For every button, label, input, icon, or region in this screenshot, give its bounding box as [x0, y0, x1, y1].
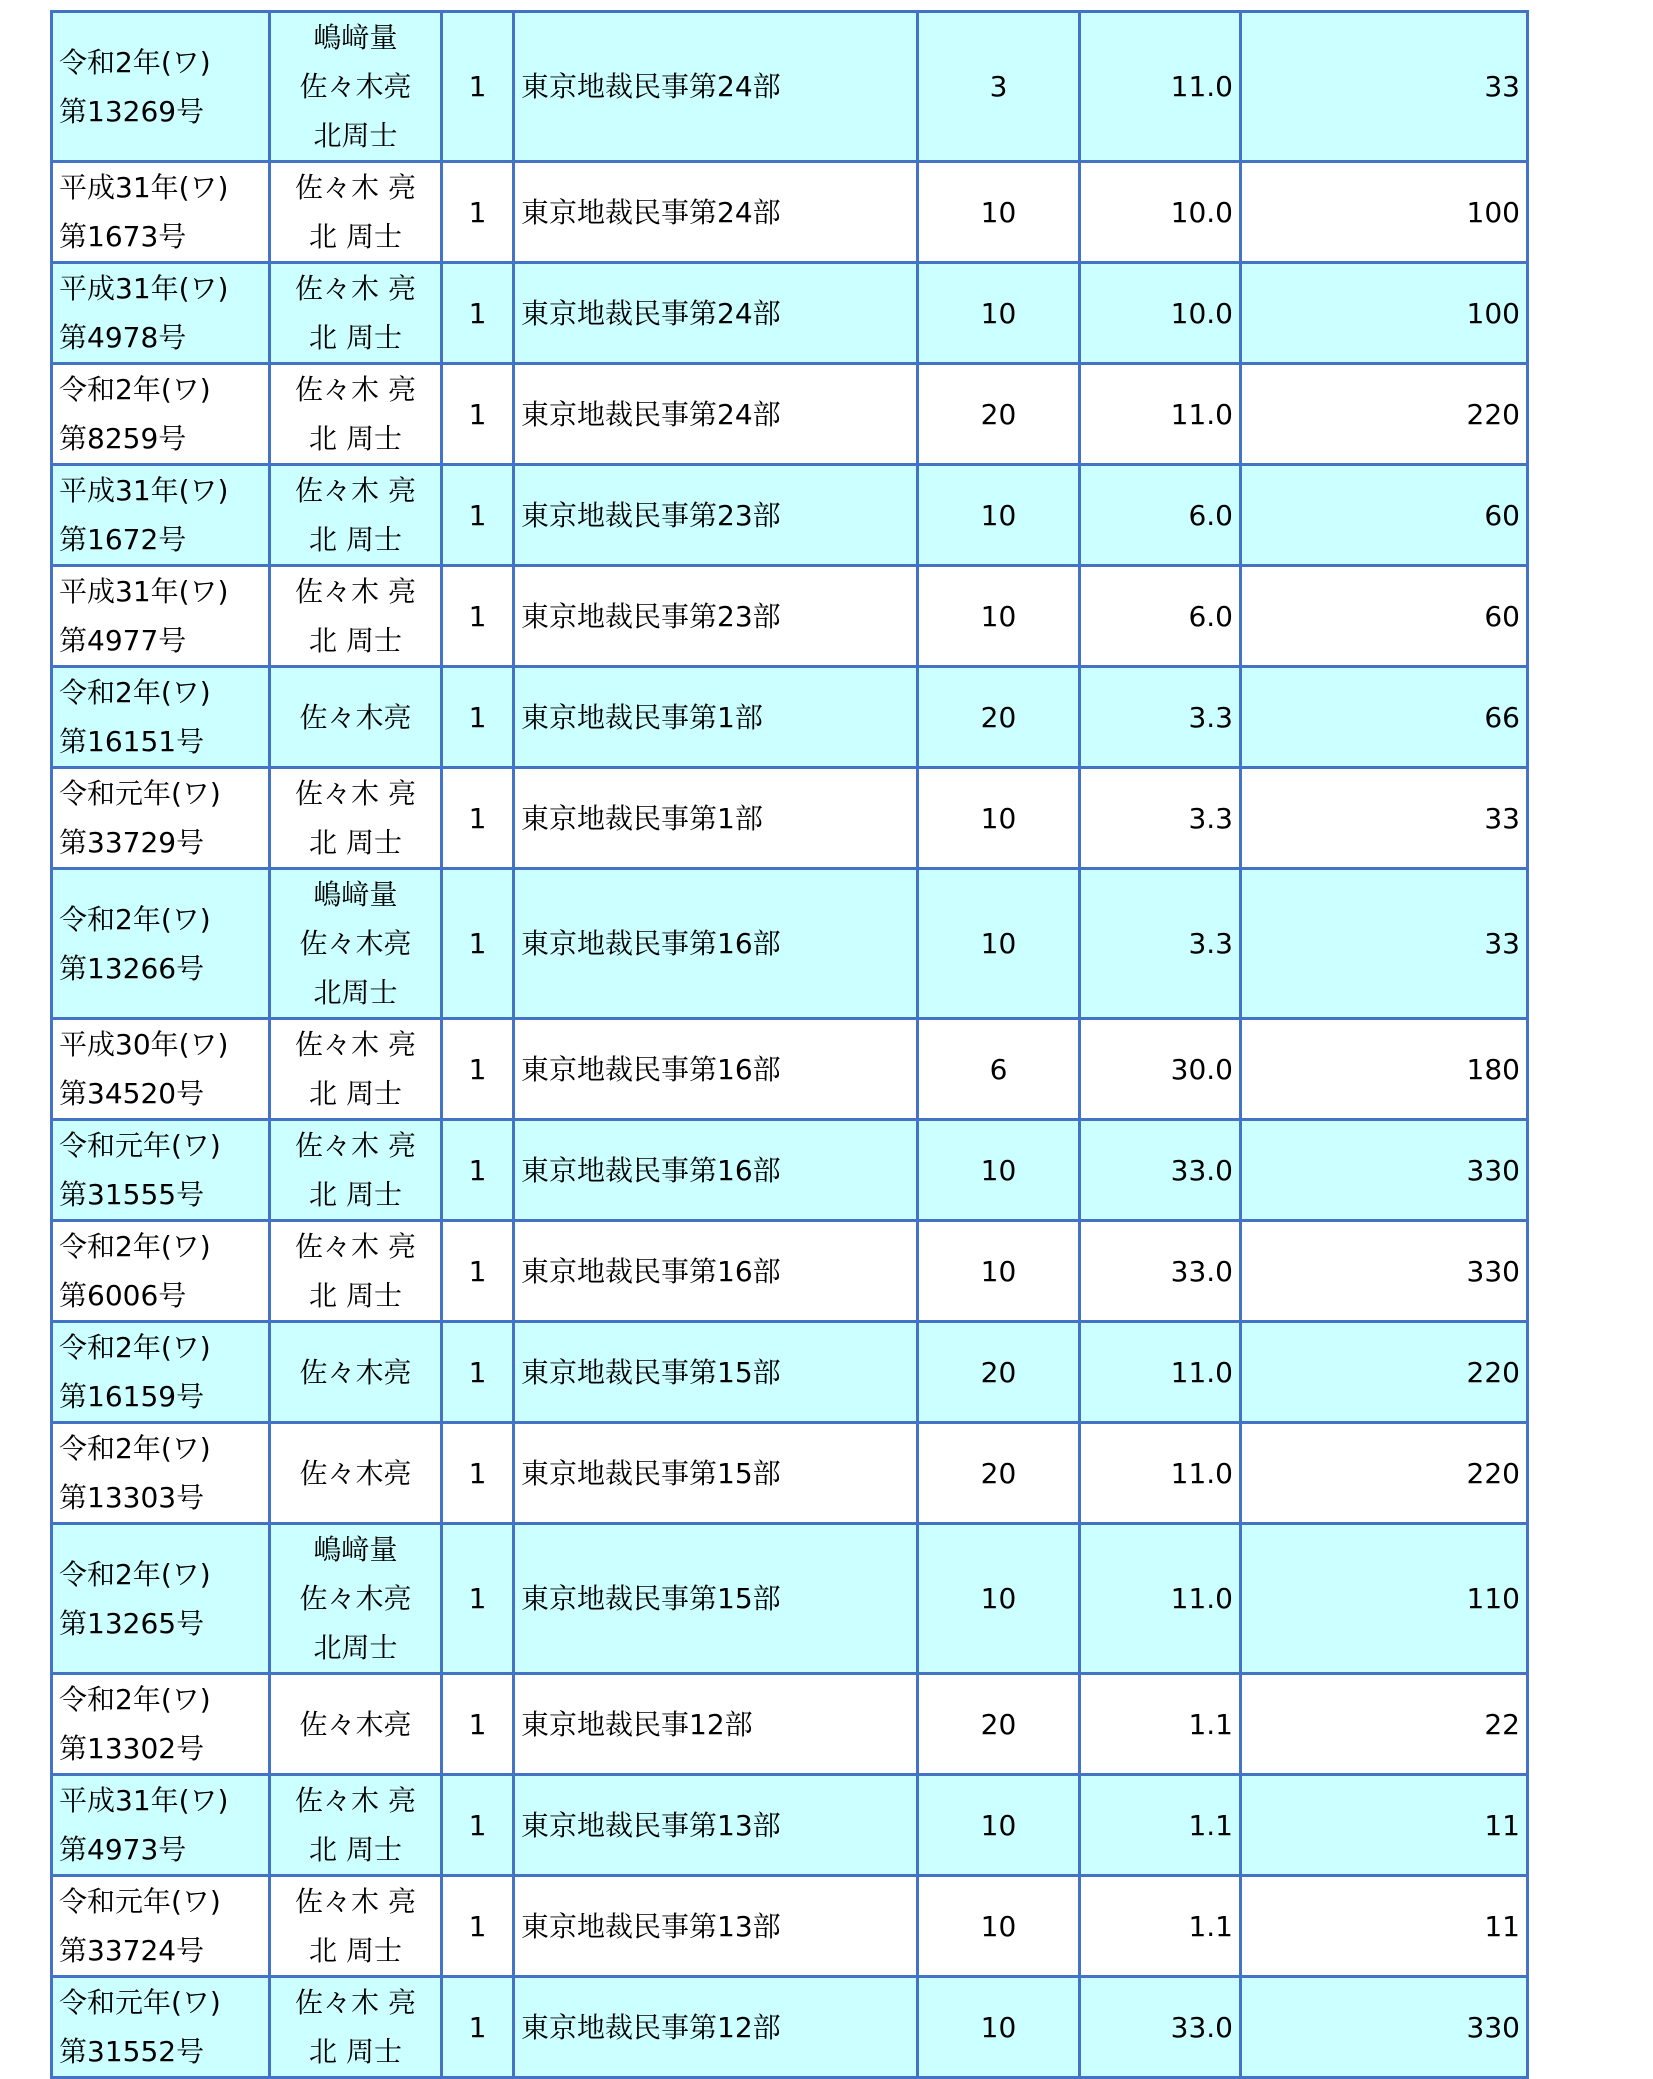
counsel-cell: [270, 566, 442, 667]
case-number-cell-line: 第4973号: [59, 1833, 187, 1866]
case-number-cell-line: 第8259号: [59, 422, 187, 455]
case-number-cell-line: 第13269号: [59, 94, 205, 128]
total-cell: 66: [1241, 667, 1528, 768]
total-cell: 220: [1241, 1423, 1528, 1524]
case-number-cell-line: 第4977号: [59, 624, 187, 657]
number-cell: 1: [442, 768, 514, 869]
number-cell: 1: [442, 465, 514, 566]
counsel-cell: [270, 869, 442, 1019]
court-cell: 東京地裁民事第24部: [514, 12, 918, 162]
total-cell: 11: [1241, 1876, 1528, 1977]
table-row: [52, 1674, 1528, 1775]
counsel-cell-line: 佐々木 亮: [295, 1784, 416, 1817]
number-cell: 1: [442, 869, 514, 1019]
counsel-cell-line: 北 周士: [309, 826, 402, 859]
total-cell: 220: [1241, 1322, 1528, 1423]
case-number-cell-line: 第13303号: [59, 1481, 205, 1514]
counsel-cell-line: 佐々木亮: [299, 1707, 412, 1741]
number-cell: 1: [442, 1019, 514, 1120]
case-number-cell-line: 第13266号: [59, 951, 205, 985]
case-number-cell-line: 第13265号: [59, 1606, 205, 1640]
counsel-cell-line: 北周士: [313, 119, 398, 152]
counsel-cell: [270, 12, 442, 162]
court-cell: 東京地裁民事第15部: [514, 1423, 918, 1524]
case-number-cell: [52, 566, 270, 667]
number-cell: 1: [442, 162, 514, 263]
case-number-cell: [52, 1876, 270, 1977]
rate-cell: 3.3: [1080, 869, 1241, 1019]
table-row: [52, 1221, 1528, 1322]
counsel-cell: [270, 1019, 442, 1120]
count-cell: 10: [918, 1524, 1080, 1674]
case-number-cell: [52, 1120, 270, 1221]
table-row: [52, 1423, 1528, 1524]
case-number-cell-line: 令和元年(ワ): [59, 1129, 221, 1162]
number-cell: 1: [442, 1775, 514, 1876]
case-number-cell: [52, 465, 270, 566]
counsel-cell-line: 北 周士: [309, 1934, 402, 1967]
counsel-cell-line: 北 周士: [309, 624, 402, 657]
counsel-cell-line: 佐々木 亮: [295, 1230, 416, 1263]
number-cell: 1: [442, 1423, 514, 1524]
court-cell: 東京地裁民事第24部: [514, 263, 918, 364]
counsel-cell-line: 佐々木 亮: [295, 373, 416, 406]
counsel-cell-line: 佐々木 亮: [295, 1986, 416, 2019]
case-number-cell: [52, 1322, 270, 1423]
rate-cell: 33.0: [1080, 1221, 1241, 1322]
case-number-cell-line: 令和2年(ワ): [59, 373, 211, 406]
case-number-cell-line: 平成30年(ワ): [59, 1028, 229, 1061]
case-number-cell-line: 令和元年(ワ): [59, 1986, 221, 2019]
case-number-cell: [52, 162, 270, 263]
court-cell: 東京地裁民事12部: [514, 1674, 918, 1775]
case-number-cell-line: 平成31年(ワ): [59, 171, 229, 204]
counsel-cell-line: 北 周士: [309, 220, 402, 253]
table-row: [52, 1775, 1528, 1876]
case-number-cell-line: 第1673号: [59, 220, 187, 253]
table-row: [52, 465, 1528, 566]
counsel-cell: [270, 465, 442, 566]
court-cell: 東京地裁民事第16部: [514, 1019, 918, 1120]
count-cell: 10: [918, 1977, 1080, 2078]
case-number-cell-line: 第31552号: [59, 2035, 205, 2068]
total-cell: 60: [1241, 465, 1528, 566]
case-number-cell: [52, 1775, 270, 1876]
court-cell: 東京地裁民事第12部: [514, 1977, 918, 2078]
counsel-cell: [270, 1876, 442, 1977]
table-row: [52, 12, 1528, 162]
case-table-sheet: [50, 10, 1529, 2079]
case-number-cell-line: 第4978号: [59, 321, 187, 354]
case-number-cell-line: 令和2年(ワ): [59, 902, 211, 936]
court-cell: 東京地裁民事第13部: [514, 1876, 918, 1977]
counsel-cell-line: 北 周士: [309, 321, 402, 354]
counsel-cell-line: 北 周士: [309, 523, 402, 556]
number-cell: 1: [442, 1977, 514, 2078]
number-cell: 1: [442, 566, 514, 667]
court-cell: 東京地裁民事第13部: [514, 1775, 918, 1876]
case-number-cell-line: 第6006号: [59, 1279, 187, 1312]
case-number-cell-line: 令和2年(ワ): [59, 1683, 211, 1716]
counsel-cell: [270, 263, 442, 364]
counsel-cell-line: 佐々木亮: [299, 1355, 412, 1389]
total-cell: 22: [1241, 1674, 1528, 1775]
total-cell: 180: [1241, 1019, 1528, 1120]
table-row: [52, 667, 1528, 768]
counsel-cell-line: 佐々木 亮: [295, 171, 416, 204]
counsel-cell-line: 北 周士: [309, 2035, 402, 2068]
total-cell: 100: [1241, 162, 1528, 263]
court-cell: 東京地裁民事第16部: [514, 1221, 918, 1322]
counsel-cell-line: 佐々木亮: [299, 1582, 412, 1615]
rate-cell: 11.0: [1080, 12, 1241, 162]
case-number-cell-line: 令和元年(ワ): [59, 1885, 221, 1918]
rate-cell: 3.3: [1080, 667, 1241, 768]
counsel-cell-line: 嶋﨑量: [313, 21, 398, 54]
case-number-cell-line: 令和元年(ワ): [59, 777, 221, 810]
number-cell: 1: [442, 1524, 514, 1674]
total-cell: 33: [1241, 869, 1528, 1019]
number-cell: 1: [442, 1221, 514, 1322]
counsel-cell: [270, 768, 442, 869]
counsel-cell-line: 佐々木 亮: [295, 1129, 416, 1162]
case-number-cell-line: 第34520号: [59, 1077, 205, 1110]
rate-cell: 33.0: [1080, 1120, 1241, 1221]
rate-cell: 33.0: [1080, 1977, 1241, 2078]
total-cell: 330: [1241, 1120, 1528, 1221]
table-row: [52, 364, 1528, 465]
case-number-cell-line: 第33729号: [59, 826, 205, 859]
case-number-cell: [52, 12, 270, 162]
counsel-cell: [270, 1524, 442, 1674]
case-number-cell-line: 平成31年(ワ): [59, 1784, 229, 1817]
case-number-cell: [52, 364, 270, 465]
table-row: [52, 1524, 1528, 1674]
total-cell: 330: [1241, 1977, 1528, 2078]
court-cell: 東京地裁民事第16部: [514, 869, 918, 1019]
court-cell: 東京地裁民事第1部: [514, 768, 918, 869]
number-cell: 1: [442, 1876, 514, 1977]
total-cell: 220: [1241, 364, 1528, 465]
table-row: [52, 263, 1528, 364]
case-number-cell-line: 第16159号: [59, 1380, 205, 1413]
court-cell: 東京地裁民事第15部: [514, 1322, 918, 1423]
rate-cell: 11.0: [1080, 1423, 1241, 1524]
counsel-cell: [270, 1221, 442, 1322]
case-number-cell: [52, 1019, 270, 1120]
counsel-cell-line: 北 周士: [309, 1178, 402, 1211]
rate-cell: 6.0: [1080, 465, 1241, 566]
case-number-cell-line: 令和2年(ワ): [59, 1331, 211, 1364]
count-cell: 10: [918, 566, 1080, 667]
case-number-cell-line: 第16151号: [59, 725, 205, 758]
counsel-cell-line: 北 周士: [309, 1279, 402, 1312]
court-cell: 東京地裁民事第1部: [514, 667, 918, 768]
counsel-cell-line: 佐々木 亮: [295, 575, 416, 608]
rate-cell: 6.0: [1080, 566, 1241, 667]
table-row: [52, 1019, 1528, 1120]
counsel-cell: [270, 1423, 442, 1524]
table-row: [52, 566, 1528, 667]
total-cell: 11: [1241, 1775, 1528, 1876]
counsel-cell: [270, 1120, 442, 1221]
number-cell: 1: [442, 1674, 514, 1775]
number-cell: 1: [442, 263, 514, 364]
count-cell: 10: [918, 263, 1080, 364]
number-cell: 1: [442, 1120, 514, 1221]
count-cell: 10: [918, 1120, 1080, 1221]
total-cell: 33: [1241, 12, 1528, 162]
case-number-cell: [52, 768, 270, 869]
counsel-cell-line: 嶋﨑量: [313, 1533, 398, 1566]
rate-cell: 1.1: [1080, 1775, 1241, 1876]
counsel-cell: [270, 364, 442, 465]
case-number-cell: [52, 263, 270, 364]
count-cell: 3: [918, 12, 1080, 162]
rate-cell: 3.3: [1080, 768, 1241, 869]
counsel-cell: [270, 1322, 442, 1423]
count-cell: 10: [918, 1876, 1080, 1977]
rate-cell: 30.0: [1080, 1019, 1241, 1120]
count-cell: 20: [918, 1322, 1080, 1423]
counsel-cell-line: 北周士: [313, 1631, 398, 1664]
court-cell: 東京地裁民事第23部: [514, 566, 918, 667]
count-cell: 10: [918, 162, 1080, 263]
counsel-cell-line: 北 周士: [309, 422, 402, 455]
counsel-cell-line: 佐々木 亮: [295, 777, 416, 810]
number-cell: 1: [442, 1322, 514, 1423]
total-cell: 110: [1241, 1524, 1528, 1674]
counsel-cell-line: 佐々木 亮: [295, 1885, 416, 1918]
court-cell: 東京地裁民事第24部: [514, 162, 918, 263]
case-number-cell: [52, 1221, 270, 1322]
case-number-cell-line: 令和2年(ワ): [59, 676, 211, 709]
case-number-cell: [52, 1977, 270, 2078]
count-cell: 10: [918, 1775, 1080, 1876]
case-number-cell-line: 第1672号: [59, 523, 187, 556]
counsel-cell: [270, 1977, 442, 2078]
table-row: [52, 1120, 1528, 1221]
count-cell: 20: [918, 667, 1080, 768]
case-number-cell-line: 第31555号: [59, 1178, 205, 1211]
count-cell: 6: [918, 1019, 1080, 1120]
counsel-cell-line: 北周士: [313, 976, 398, 1009]
case-number-cell: [52, 667, 270, 768]
number-cell: 1: [442, 364, 514, 465]
court-cell: 東京地裁民事第23部: [514, 465, 918, 566]
case-number-cell: [52, 1423, 270, 1524]
counsel-cell-line: 佐々木 亮: [295, 272, 416, 305]
count-cell: 20: [918, 1423, 1080, 1524]
case-number-cell-line: 平成31年(ワ): [59, 474, 229, 507]
number-cell: 1: [442, 667, 514, 768]
table-row: [52, 768, 1528, 869]
counsel-cell-line: 北 周士: [309, 1833, 402, 1866]
count-cell: 10: [918, 869, 1080, 1019]
case-number-cell-line: 第33724号: [59, 1934, 205, 1967]
case-number-cell: [52, 1674, 270, 1775]
court-cell: 東京地裁民事第16部: [514, 1120, 918, 1221]
counsel-cell-line: 嶋﨑量: [313, 878, 398, 911]
counsel-cell-line: 佐々木亮: [299, 700, 412, 734]
count-cell: 20: [918, 1674, 1080, 1775]
counsel-cell: [270, 162, 442, 263]
rate-cell: 10.0: [1080, 162, 1241, 263]
case-number-cell: [52, 1524, 270, 1674]
table-row: [52, 869, 1528, 1019]
case-number-cell-line: 平成31年(ワ): [59, 272, 229, 305]
counsel-cell-line: 佐々木亮: [299, 70, 412, 103]
counsel-cell-line: 佐々木 亮: [295, 1028, 416, 1061]
counsel-cell-line: 北 周士: [309, 1077, 402, 1110]
court-cell: 東京地裁民事第24部: [514, 364, 918, 465]
table-row: [52, 1876, 1528, 1977]
case-number-cell: [52, 869, 270, 1019]
case-table: [50, 10, 1529, 2079]
count-cell: 10: [918, 1221, 1080, 1322]
number-cell: 1: [442, 12, 514, 162]
counsel-cell-line: 佐々木亮: [299, 1456, 412, 1490]
counsel-cell-line: 佐々木亮: [299, 927, 412, 960]
case-number-cell-line: 令和2年(ワ): [59, 45, 211, 79]
rate-cell: 11.0: [1080, 364, 1241, 465]
counsel-cell: [270, 667, 442, 768]
counsel-cell-line: 佐々木 亮: [295, 474, 416, 507]
case-number-cell-line: 令和2年(ワ): [59, 1557, 211, 1591]
rate-cell: 1.1: [1080, 1876, 1241, 1977]
counsel-cell: [270, 1775, 442, 1876]
case-number-cell-line: 令和2年(ワ): [59, 1230, 211, 1263]
court-cell: 東京地裁民事第15部: [514, 1524, 918, 1674]
case-number-cell-line: 令和2年(ワ): [59, 1432, 211, 1465]
rate-cell: 11.0: [1080, 1322, 1241, 1423]
total-cell: 330: [1241, 1221, 1528, 1322]
counsel-cell: [270, 1674, 442, 1775]
case-table-body: [52, 12, 1528, 2078]
total-cell: 33: [1241, 768, 1528, 869]
count-cell: 20: [918, 364, 1080, 465]
table-row: [52, 1977, 1528, 2078]
table-row: [52, 1322, 1528, 1423]
case-number-cell-line: 第13302号: [59, 1732, 205, 1765]
total-cell: 100: [1241, 263, 1528, 364]
total-cell: 60: [1241, 566, 1528, 667]
rate-cell: 11.0: [1080, 1524, 1241, 1674]
count-cell: 10: [918, 465, 1080, 566]
rate-cell: 1.1: [1080, 1674, 1241, 1775]
rate-cell: 10.0: [1080, 263, 1241, 364]
table-row: [52, 162, 1528, 263]
case-number-cell-line: 平成31年(ワ): [59, 575, 229, 608]
count-cell: 10: [918, 768, 1080, 869]
